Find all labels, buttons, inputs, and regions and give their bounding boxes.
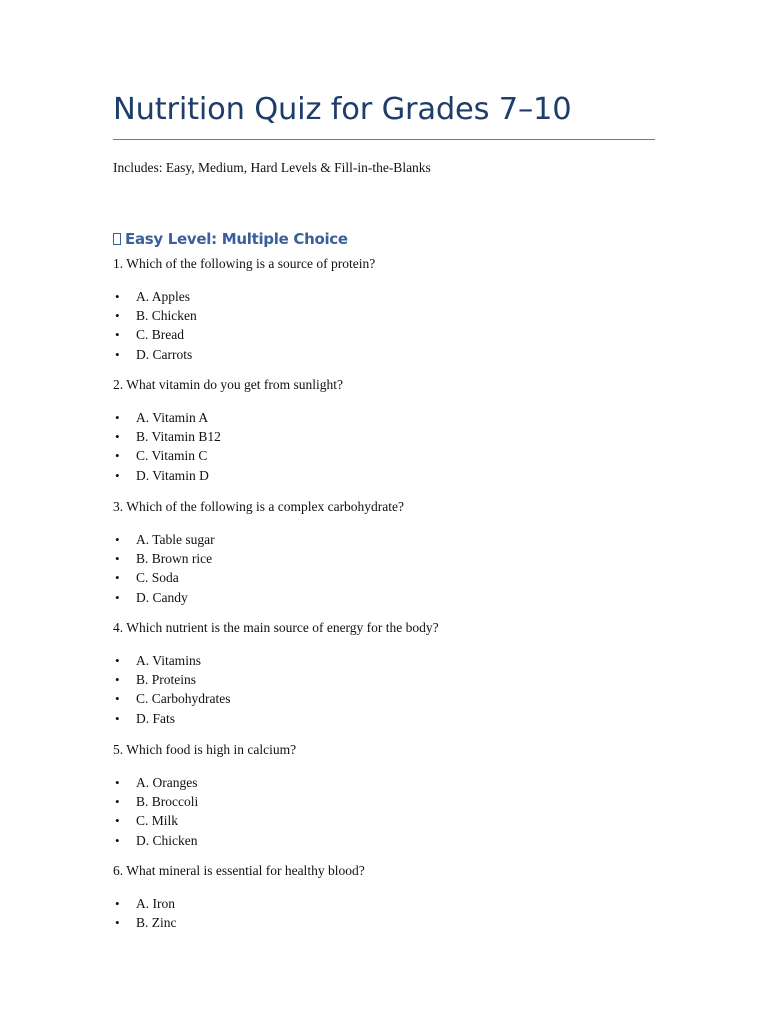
question-text: 2. What vitamin do you get from sunlight? xyxy=(113,377,343,392)
option-item xyxy=(113,773,673,792)
option-label: C. Soda xyxy=(136,570,179,586)
option-item xyxy=(113,427,673,446)
option-label: D. Vitamin D xyxy=(136,467,209,483)
option-item xyxy=(113,287,673,306)
bullet-icon: • xyxy=(115,775,120,790)
option-list xyxy=(113,651,673,728)
option-item xyxy=(113,894,673,913)
option-label: A. Table sugar xyxy=(136,532,215,547)
question-text: 4. Which nutrient is the main source of energy for the body? xyxy=(113,620,439,635)
option-label: C. Bread xyxy=(136,327,184,343)
question-text: 1. Which of the following is a source of protein? xyxy=(113,256,376,271)
option-label: A. Vitamins xyxy=(136,653,201,668)
bullet-icon: • xyxy=(115,691,120,707)
option-item xyxy=(113,446,673,465)
option-list xyxy=(113,773,673,850)
option-list xyxy=(113,894,673,932)
option-label: A. Vitamin A xyxy=(136,410,209,425)
option-item xyxy=(113,811,673,830)
question-text: 5. Which food is high in calcium? xyxy=(113,742,297,757)
option-label: C. Carbohydrates xyxy=(136,691,231,707)
option-item xyxy=(113,530,673,549)
option-label: B. Broccoli xyxy=(136,794,199,810)
option-item xyxy=(113,345,673,364)
option-label: A. Apples xyxy=(136,289,190,304)
bullet-icon: • xyxy=(115,832,120,848)
question-4 xyxy=(113,619,673,728)
option-label: D. Chicken xyxy=(136,832,198,848)
bullet-icon: • xyxy=(115,589,120,605)
bullet-icon: • xyxy=(115,308,120,324)
option-label: D. Carrots xyxy=(136,346,193,362)
option-item xyxy=(113,831,673,850)
option-label: C. Vitamin C xyxy=(136,448,208,464)
option-label: A. Iron xyxy=(136,896,175,911)
bullet-icon: • xyxy=(115,896,120,911)
option-label: B. Proteins xyxy=(136,672,197,688)
easy-section-heading xyxy=(113,230,348,248)
bullet-icon: • xyxy=(115,346,120,362)
option-label: C. Milk xyxy=(136,813,179,829)
bullet-icon: • xyxy=(115,570,120,586)
option-label: B. Brown rice xyxy=(136,551,213,567)
option-item xyxy=(113,568,673,587)
option-item xyxy=(113,549,673,568)
option-label: A. Oranges xyxy=(136,775,198,790)
option-label: B. Chicken xyxy=(136,308,197,324)
bullet-icon: • xyxy=(115,653,120,668)
bullet-icon: • xyxy=(115,429,120,445)
option-list xyxy=(113,408,673,485)
question-text: 3. Which of the following is a complex carbohydrate? xyxy=(113,499,405,514)
option-item xyxy=(113,325,673,344)
bullet-icon: • xyxy=(115,551,120,567)
question-5 xyxy=(113,741,673,850)
bullet-icon: • xyxy=(115,710,120,726)
option-item xyxy=(113,709,673,728)
option-label: D. Fats xyxy=(136,710,176,726)
question-text: 6. What mineral is essential for healthy blood? xyxy=(113,863,365,878)
bullet-icon: • xyxy=(115,289,120,304)
missing-glyph-icon xyxy=(113,233,121,245)
option-item xyxy=(113,689,673,708)
option-item xyxy=(113,913,673,932)
bullet-icon: • xyxy=(115,813,120,829)
bullet-icon: • xyxy=(115,327,120,343)
option-item xyxy=(113,408,673,427)
question-3 xyxy=(113,498,673,607)
option-item xyxy=(113,588,673,607)
option-label: D. Candy xyxy=(136,589,188,605)
bullet-icon: • xyxy=(115,794,120,810)
easy-section-heading-text: Easy Level: Multiple Choice xyxy=(125,230,348,248)
bullet-icon: • xyxy=(115,915,120,931)
bullet-icon: • xyxy=(115,532,120,547)
option-item xyxy=(113,792,673,811)
bullet-icon: • xyxy=(115,672,120,688)
page-title: Nutrition Quiz for Grades 7–10 xyxy=(113,92,572,127)
question-1 xyxy=(113,255,673,364)
question-2 xyxy=(113,376,673,485)
option-item xyxy=(113,466,673,485)
option-label: B. Zinc xyxy=(136,915,177,931)
option-list xyxy=(113,530,673,607)
question-6 xyxy=(113,862,673,932)
bullet-icon: • xyxy=(115,467,120,483)
bullet-icon: • xyxy=(115,448,120,464)
bullet-icon: • xyxy=(115,410,120,425)
title-underline xyxy=(113,139,655,140)
option-label: B. Vitamin B12 xyxy=(136,429,221,445)
option-item xyxy=(113,306,673,325)
option-item xyxy=(113,670,673,689)
page-subtitle: Includes: Easy, Medium, Hard Levels & Fill-in-the-Blanks xyxy=(113,160,431,175)
option-item xyxy=(113,651,673,670)
option-list xyxy=(113,287,673,364)
